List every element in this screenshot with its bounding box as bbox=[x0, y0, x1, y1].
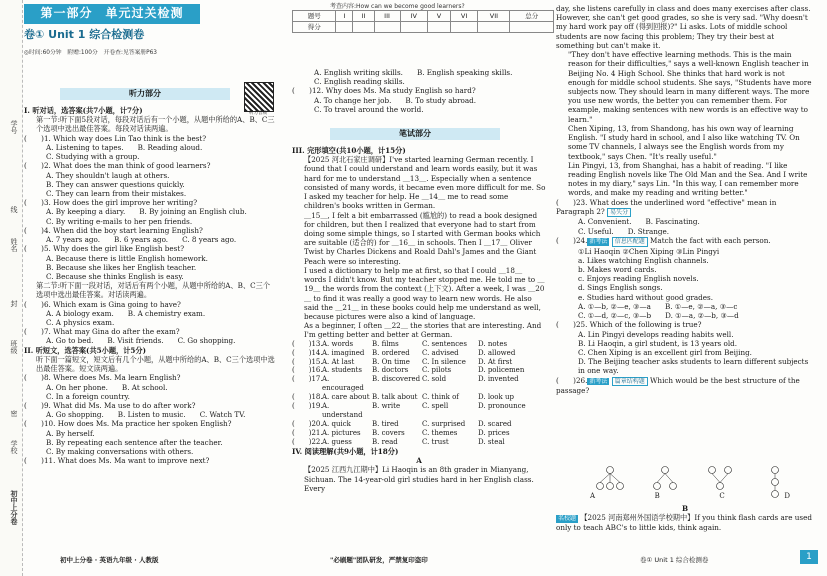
score-cell[interactable] bbox=[450, 22, 477, 33]
fact-item: a. Likes watching English channels. bbox=[578, 255, 709, 265]
new-type-tag: 新考法 bbox=[589, 237, 608, 245]
column-2 bbox=[292, 68, 546, 114]
option[interactable]: A. They shouldn't laugh at others. bbox=[46, 170, 170, 180]
question-10: ( )10. How does Ms. Ma practice her spoken English? bbox=[24, 419, 232, 429]
question-2: ( )2. What does the man think of good learners? bbox=[24, 161, 211, 171]
cloze-option-row bbox=[292, 393, 546, 402]
margin-label: 姓名 bbox=[10, 238, 18, 252]
option[interactable]: B. discovered bbox=[372, 375, 421, 384]
option[interactable]: D. invented bbox=[478, 375, 519, 384]
footer-middle: "必刷题"团队研发，严禁复印盗印 bbox=[330, 556, 428, 564]
option[interactable]: A. Convenient. bbox=[578, 217, 632, 227]
option[interactable]: C. To travel around the world. bbox=[314, 104, 424, 114]
question-number: ( )21. bbox=[292, 429, 323, 438]
option[interactable]: C. Studying with a group. bbox=[46, 152, 140, 162]
cloze-option-row bbox=[292, 429, 546, 438]
fact-item: e. Studies hard without good grades. bbox=[578, 292, 714, 302]
binding-margin bbox=[0, 0, 23, 576]
question-1: ( )1. Which way does Lin Tao think is the best? bbox=[24, 133, 207, 143]
part-banner: 第一部分 单元过关检测 bbox=[24, 4, 200, 24]
option[interactable]: D. The Beijing teacher asks students to learn different subjects in one way. bbox=[578, 357, 809, 376]
option[interactable]: B. covers bbox=[372, 429, 405, 438]
option[interactable]: A. encouraged bbox=[322, 375, 364, 393]
option[interactable]: B. write bbox=[372, 402, 401, 411]
option[interactable]: B. Li Haoqin, a girl student, is 13 years old. bbox=[578, 338, 738, 348]
margin-label: 学号 bbox=[10, 120, 18, 134]
score-cell[interactable] bbox=[400, 22, 427, 33]
option[interactable]: C. A physics exam. bbox=[46, 318, 115, 328]
question-8: ( )8. Where does Ms. Ma learn English? bbox=[24, 373, 181, 383]
option[interactable]: D. policemen bbox=[478, 366, 525, 375]
option[interactable]: A. By keeping a diary. bbox=[46, 207, 126, 217]
option[interactable]: B. talk about bbox=[372, 393, 418, 402]
margin-label: 学校 bbox=[10, 440, 18, 454]
option[interactable]: C. advised bbox=[422, 348, 459, 357]
option[interactable]: C. Chen Xiping is an excellent girl from Beijing. bbox=[578, 348, 752, 357]
option[interactable]: C. surprised bbox=[422, 420, 466, 429]
question-12: ( )12. Why does Ms. Ma study English so hard? bbox=[292, 86, 476, 96]
type-tag: 篇章结构题 bbox=[612, 377, 648, 387]
option[interactable]: C. By making conversations with others. bbox=[46, 447, 194, 457]
option[interactable]: B. By joining an English club. bbox=[139, 207, 247, 217]
reading-paragraph: "They don't have effective learning methods. This is the main reason for their difficulties," says a well-known English teacher in Beijing No. 4 High School. She thinks that hard work is not enough for middle school students. She says, "Students have more subjects now. They should learn in many different ways. The more you use new words, the better you can remember them. For example, making sentences with new words is an effective way to learn." bbox=[568, 50, 812, 124]
cloze-paragraph: As a beginner, I often ＿22＿ the stories that are interesting. And I'm getting better and better at German. bbox=[304, 321, 542, 340]
cloze-option-row bbox=[292, 358, 546, 367]
fact-item: c. Enjoys reading English novels. bbox=[578, 274, 699, 284]
passage-label: B bbox=[681, 504, 689, 513]
cloze-options bbox=[292, 340, 546, 447]
diagram-label[interactable]: D bbox=[784, 492, 790, 500]
score-cell[interactable] bbox=[478, 22, 510, 33]
option[interactable]: B. They can answer questions quickly. bbox=[46, 179, 185, 189]
question-number: ( )20. bbox=[292, 420, 323, 429]
option[interactable]: C. spell bbox=[422, 402, 449, 411]
diagram-label[interactable]: A bbox=[590, 492, 596, 500]
option[interactable]: C. Useful. bbox=[578, 226, 614, 236]
question-23 bbox=[556, 198, 814, 218]
question-number: ( )19. bbox=[292, 402, 323, 411]
option[interactable]: B. doctors bbox=[372, 366, 409, 375]
column-3 bbox=[556, 4, 814, 396]
diagram-label[interactable]: B bbox=[654, 492, 660, 500]
option[interactable]: B. Because she likes her English teacher. bbox=[46, 262, 197, 272]
paper-title: 卷① Unit 1 综合检测卷 bbox=[24, 28, 145, 41]
diagram-labels bbox=[580, 492, 800, 501]
passage-label: A bbox=[416, 456, 422, 466]
option[interactable]: D. pronounce bbox=[478, 402, 526, 411]
option[interactable]: D. notes bbox=[478, 339, 508, 348]
option[interactable]: B. ordered bbox=[372, 348, 410, 357]
question-9: ( )9. What did Ms. Ma use to do after work? bbox=[24, 401, 196, 410]
option[interactable]: A. Listening to tapes. bbox=[46, 142, 124, 152]
option[interactable]: C. Watch TV. bbox=[199, 410, 246, 420]
option[interactable]: B. To study abroad. bbox=[405, 95, 477, 105]
option[interactable]: B. films bbox=[372, 339, 399, 348]
option[interactable]: A. A biology exam. bbox=[46, 308, 114, 318]
score-cell[interactable] bbox=[510, 22, 554, 33]
question-26 bbox=[556, 376, 814, 396]
diagram-c bbox=[709, 467, 732, 490]
paper-meta: ◎时间:60分钟 附赠:100分 开卷查:见答案册P63 bbox=[24, 50, 157, 56]
option[interactable]: C. English reading skills. bbox=[314, 77, 405, 87]
option[interactable]: D. prices bbox=[478, 429, 510, 438]
difficulty-tag: 易失分 bbox=[607, 208, 631, 218]
score-table bbox=[292, 10, 554, 33]
option[interactable]: B. tired bbox=[372, 420, 399, 429]
option[interactable]: A. Go shopping. bbox=[46, 410, 104, 420]
type-tag: 信息匹配题 bbox=[612, 237, 648, 247]
option[interactable]: A. imagined bbox=[322, 348, 365, 357]
option[interactable]: B. ①—e, ②—a, ③—c bbox=[664, 301, 738, 311]
cloze-option-row bbox=[292, 375, 546, 393]
option[interactable]: B. A chemistry exam. bbox=[127, 308, 206, 318]
reading-paragraph: day, she listens carefully in class and does many exercises after class. However, she can't get good grades, so she is very sad. "Why doesn't my hard work pay off (得到回报)?" Li asks. Lots of middle school students are now facing this problem; They try their best at something but can't make it. bbox=[556, 4, 811, 50]
question-number: ( )22. bbox=[292, 438, 323, 447]
margin-label: 线 bbox=[10, 206, 18, 213]
cloze-section bbox=[292, 146, 546, 493]
option[interactable]: C. trust bbox=[422, 438, 449, 447]
score-cell[interactable] bbox=[353, 22, 374, 33]
cloze-paragraph: I used a dictionary to help me at first, so that I could ＿18＿ words I didn't know. But my teacher stopped me. He told me to ＿19＿ the words from the context (上下文). After a week, I was ＿20＿ to find it was really a good way to learn new words. He also said the ＿21＿ in these books could help me understand as well, because pictures were also a kind of language. bbox=[304, 265, 545, 321]
option[interactable]: B. Fascinating. bbox=[645, 217, 700, 227]
section-instructions: 第一节:听下面5段对话，每段对话后有一个小题，从题中所给的A、B、C三个选项中选出最佳答案。每段对话读两遍。 bbox=[36, 115, 275, 134]
question-number: ( )24. bbox=[556, 235, 588, 245]
option[interactable]: A. To change her job. bbox=[314, 95, 392, 105]
cloze-option-row bbox=[292, 402, 546, 420]
question-11: ( )11. What does Ms. Ma want to improve next? bbox=[24, 456, 210, 466]
question-4: ( )4. When did the boy start learning English? bbox=[24, 225, 203, 235]
option[interactable]: C. Because she thinks English is easy. bbox=[46, 271, 184, 281]
option[interactable]: A. Lin Pingyi develops reading habits well. bbox=[578, 329, 734, 339]
section-instructions: 第二节:听下面一段对话，对话后有两个小题，从题中所给的A、B、C三个选项中选出最佳答案。对话读两遍。 bbox=[36, 281, 271, 300]
option[interactable]: C. They can learn from their mistakes. bbox=[46, 188, 187, 198]
question-number: ( )15. bbox=[292, 357, 323, 366]
new-type-tag: 新考法 bbox=[589, 377, 608, 385]
option[interactable]: D. Strange. bbox=[627, 226, 670, 236]
section-title: II. 听短文，选答案(共5小题，计5分) bbox=[24, 345, 146, 355]
question-number: ( )13. bbox=[292, 339, 323, 348]
option[interactable]: C. ①—d, ②—c, ③—b bbox=[578, 311, 652, 321]
score-header-cell: 总分 bbox=[510, 11, 554, 22]
option[interactable]: A. students bbox=[322, 366, 362, 375]
score-header-cell: II bbox=[353, 11, 374, 22]
option[interactable]: A. words bbox=[322, 339, 354, 348]
option[interactable]: B. Listen to music. bbox=[117, 410, 186, 420]
listening-heading: 听力部分 bbox=[60, 88, 230, 100]
question-7: ( )7. What may Gina do after the exam? bbox=[24, 327, 180, 337]
question-number: ( )17. bbox=[292, 375, 323, 384]
option[interactable]: B. 6 years ago. bbox=[114, 235, 169, 245]
section-title: I. 听对话，选答案(共7小题，计7分) bbox=[24, 106, 143, 115]
option[interactable]: D. ①—a, ②—b, ③—d bbox=[665, 311, 739, 321]
question-24 bbox=[556, 236, 814, 247]
cloze-option-row bbox=[292, 366, 546, 375]
question-3: ( )3. How does the girl improve her writing? bbox=[24, 198, 198, 208]
option[interactable]: A. ①—b, ②—e, ③—a bbox=[578, 301, 651, 311]
option[interactable]: C. In silence bbox=[422, 357, 466, 366]
option[interactable]: C. sentences bbox=[422, 339, 467, 348]
footer-left: 初中上分卷 · 英语九年级 · 人教版 bbox=[60, 556, 159, 564]
option[interactable]: C. think of bbox=[422, 393, 459, 402]
score-header-cell: 题号 bbox=[293, 11, 336, 22]
score-header-cell: VI bbox=[450, 11, 477, 22]
option[interactable]: C. sold bbox=[422, 375, 447, 384]
margin-label: 密 bbox=[10, 410, 18, 417]
option[interactable]: A. On her phone. bbox=[46, 382, 108, 392]
section-instructions: 听下面一篇短文，短文后有几个小题，从题中所给的A、B、C三个选项中选出最佳答案。短文读两遍。 bbox=[36, 354, 275, 374]
option[interactable]: A. 7 years ago. bbox=[46, 235, 100, 245]
passage-b-text bbox=[556, 513, 814, 532]
option[interactable]: A. Because there is little English homework. bbox=[46, 253, 208, 263]
option[interactable]: A. By herself. bbox=[46, 428, 95, 438]
option[interactable]: B. Visit friends. bbox=[107, 336, 164, 346]
option[interactable]: D. scared bbox=[478, 420, 512, 429]
score-header-cell: III bbox=[374, 11, 400, 22]
question-number: ( )16. bbox=[292, 366, 323, 375]
option[interactable]: A. English writing skills. bbox=[314, 68, 403, 77]
score-cell[interactable] bbox=[336, 22, 353, 33]
topic-line: 考查内容:How can we become good learners? bbox=[330, 3, 465, 10]
question-5: ( )5. Why does the girl like English best? bbox=[24, 244, 185, 254]
score-header-cell: VII bbox=[478, 11, 510, 22]
reading-paragraph: 【2025 河南郑州外国语学校期中】If you think flash cards are used only to teach ABC's to little kids, think again. bbox=[556, 513, 812, 532]
option[interactable]: D. steal bbox=[478, 438, 505, 447]
page-number: 1 bbox=[800, 550, 818, 564]
option[interactable]: C. By writing e-mails to her pen friends. bbox=[46, 216, 193, 226]
option[interactable]: A. understand bbox=[322, 402, 363, 420]
option[interactable]: D. look up bbox=[478, 393, 514, 402]
fact-item: b. Makes word cards. bbox=[578, 265, 657, 275]
option[interactable]: C. themes bbox=[422, 429, 458, 438]
qr-label: 听力音频 bbox=[249, 111, 267, 116]
reading-paragraph: Chen Xiping, 13, from Shandong, has his own way of learning English. "I study hard in school, and I also like watching TV. On some TV channels, I always see the English words from my textbook," says Chen. "It's really useful." bbox=[568, 123, 800, 161]
option[interactable]: A. guess bbox=[322, 438, 352, 447]
question-number: ( )14. bbox=[292, 348, 323, 357]
option[interactable]: C. 8 years ago. bbox=[182, 235, 237, 245]
people-list: ①Li Haoqin ②Chen Xiping ③Lin Pingyi bbox=[578, 246, 720, 256]
question-text: Which would be the best structure of the passage? bbox=[556, 375, 800, 396]
option[interactable]: B. Reading aloud. bbox=[137, 142, 203, 152]
question-6: ( )6. Which exam is Gina going to have? bbox=[24, 299, 181, 309]
margin-label: 班级 bbox=[10, 340, 18, 354]
famous-school-tag: 名校题 bbox=[558, 515, 577, 523]
question-text: ( )23. What does the underlined word "effective" mean in Paragraph 2? bbox=[556, 197, 777, 216]
question-number: ( )18. bbox=[292, 393, 323, 402]
cloze-paragraph: 【2025 河北石家庄调研】I've started learning German recently. I found that I could understand and learn words easily, but it was hard for me to understand ＿13＿. Especially when a sentence consisted of many words, it became even more difficult for me. So I asked my teacher for help. He ＿14＿ me to read some children's books written in German. bbox=[304, 155, 546, 211]
diagram-a bbox=[597, 467, 624, 490]
reading-paragraph: Lin Pingyi, 13, from Shanghai, has a habit of reading. "I like reading English novels like The Old Man and the Sea. And I write notes in my diary," says Lin. "In this way, I can remember more words, and make my reading and writing better." bbox=[568, 160, 808, 198]
option[interactable]: B. read bbox=[372, 438, 398, 447]
section-title: IV. 阅读理解(共9小题，计18分) bbox=[292, 447, 399, 457]
cloze-option-row bbox=[292, 438, 546, 447]
option[interactable]: B. By repeating each sentence after the teacher. bbox=[46, 437, 223, 447]
question-25: ( )25. Which of the following is true? bbox=[556, 320, 702, 330]
option[interactable]: A. Go to bed. bbox=[46, 336, 94, 346]
option[interactable]: B. At school. bbox=[121, 382, 168, 392]
score-cell[interactable] bbox=[374, 22, 400, 33]
option[interactable]: A. care about bbox=[322, 393, 370, 402]
option[interactable]: C. Go shopping. bbox=[177, 336, 236, 346]
option[interactable]: A. At last bbox=[322, 357, 355, 366]
margin-label: 初中上分卷 bbox=[10, 490, 18, 525]
question-number: ( )26. bbox=[556, 375, 588, 385]
option[interactable]: C. In a foreign country. bbox=[46, 391, 130, 401]
option[interactable]: B. On time bbox=[372, 357, 410, 366]
option[interactable]: D. allowed bbox=[478, 348, 516, 357]
option[interactable]: C. pilots bbox=[422, 366, 452, 375]
score-header-cell: IV bbox=[400, 11, 427, 22]
cloze-option-row bbox=[292, 349, 546, 358]
question-text: Match the fact with each person. bbox=[650, 235, 771, 245]
diagram-b bbox=[654, 467, 677, 490]
option[interactable]: A. pictures bbox=[322, 429, 361, 438]
listening-section bbox=[24, 106, 277, 466]
option[interactable]: A. quick bbox=[322, 420, 351, 429]
score-header-cell: V bbox=[428, 11, 451, 22]
cloze-paragraph: ＿15＿, I felt a bit embarrassed (尴尬的) to read a book designed for children, but then I realized that everyone had to start from doing some simple things, so I started with German books which are suitable (适合的) for ＿16＿ in schools. Then I ＿17＿ Oliver Twist by Charles Dickens and Roald Dahl's James and the Giant Peach were so interesting. bbox=[304, 210, 541, 266]
diagram-label[interactable]: C bbox=[719, 492, 725, 500]
written-heading: 笔试部分 bbox=[330, 128, 500, 140]
reading-paragraph: 【2025 江西九江期中】Li Haoqin is an 8th grader in Mianyang, Sichuan. The 14-year-old girl studies hard in her English class. Every bbox=[304, 465, 534, 493]
cloze-option-row bbox=[292, 340, 546, 349]
fact-item: d. Sings English songs. bbox=[578, 283, 663, 293]
option[interactable]: B. English speaking skills. bbox=[416, 68, 513, 77]
footer-right: 卷① Unit 1 综合检测卷 bbox=[640, 556, 709, 564]
score-row-label: 得分 bbox=[293, 22, 336, 33]
score-cell[interactable] bbox=[428, 22, 451, 33]
passage-b bbox=[556, 504, 814, 532]
cloze-option-row bbox=[292, 420, 546, 429]
option[interactable]: D. At first bbox=[478, 357, 513, 366]
margin-label: 封 bbox=[10, 300, 18, 307]
score-header-cell: I bbox=[336, 11, 353, 22]
section-title: III. 完形填空(共10小题，计15分) bbox=[292, 146, 406, 155]
